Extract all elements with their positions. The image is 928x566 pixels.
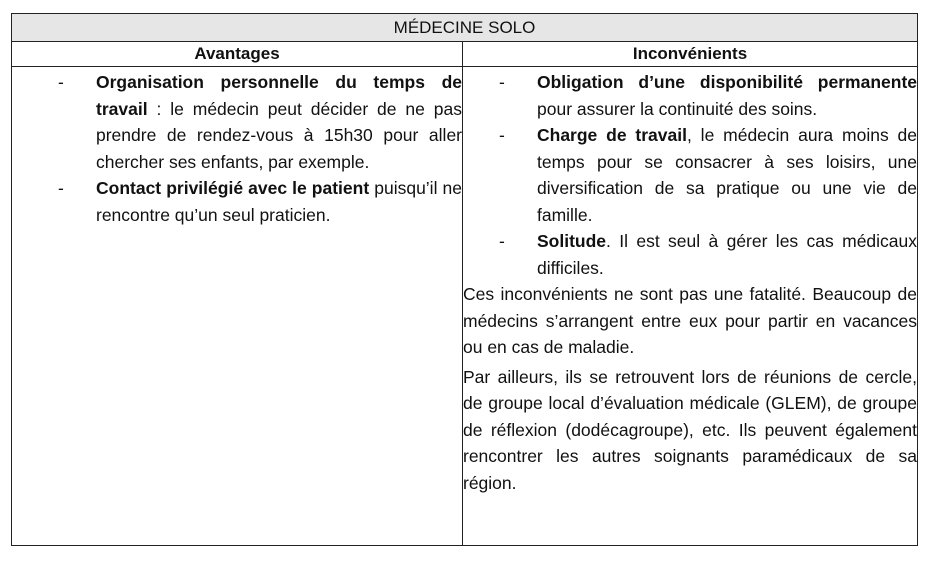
item-key-phrase: Solitude (537, 231, 607, 251)
item-text: puisqu’il ne rencontre qu’un seul praticien. (96, 178, 462, 225)
list-item (463, 69, 917, 122)
bullet-dash: - (58, 178, 64, 198)
item-text: , le médecin aura moins de temps pour se consacrer à ses loisirs, une diversification de sa pratique ou une vie de famille. (537, 125, 918, 225)
list-item (12, 69, 462, 175)
bullet-dash: - (58, 72, 64, 92)
list-item (463, 228, 917, 281)
advantages-list (12, 69, 462, 228)
item-text: . Il est seul à gérer les cas médicaux difficiles. (537, 231, 918, 278)
disadvantages-list (463, 69, 917, 281)
bullet-dash: - (499, 125, 505, 145)
solo-medicine-table (11, 13, 918, 546)
list-item (463, 122, 917, 228)
item-key-phrase: Charge de travail (537, 125, 687, 145)
disadvantages-cell (463, 67, 918, 546)
item-text: pour assurer la continuité des soins. (537, 98, 818, 119)
item-text: : le médecin peut décider de ne pas prendre de rendez-vous à 15h30 pour aller chercher ses enfants, par exemple. (96, 98, 462, 172)
list-item (12, 175, 462, 228)
note-paragraph: Ces inconvénients ne sont pas une fatalité. Beaucoup de médecins s’arrangent entre eux pour partir en vacances ou en cas de maladie. (463, 284, 918, 357)
bullet-dash: - (499, 231, 505, 251)
bullet-dash: - (499, 72, 505, 92)
disadvantages-header: Inconvénients (463, 42, 918, 67)
item-key-phrase: Obligation d’une disponibilité permanente (537, 72, 918, 92)
table-title: MÉDECINE SOLO (12, 14, 918, 42)
advantages-cell (12, 67, 463, 546)
item-key-phrase: Contact privilégié avec le patient (96, 178, 370, 198)
item-key-phrase: Organisation personnelle du temps de travail (96, 72, 462, 119)
note-paragraph: Par ailleurs, ils se retrouvent lors de réunions de cercle, de groupe local d’évaluation médicale (GLEM), de groupe de réflexion (dodécagroupe), etc. Ils peuvent également rencontrer les autres soignants paramédicaux de sa région. (463, 366, 918, 493)
advantages-header: Avantages (12, 42, 463, 67)
